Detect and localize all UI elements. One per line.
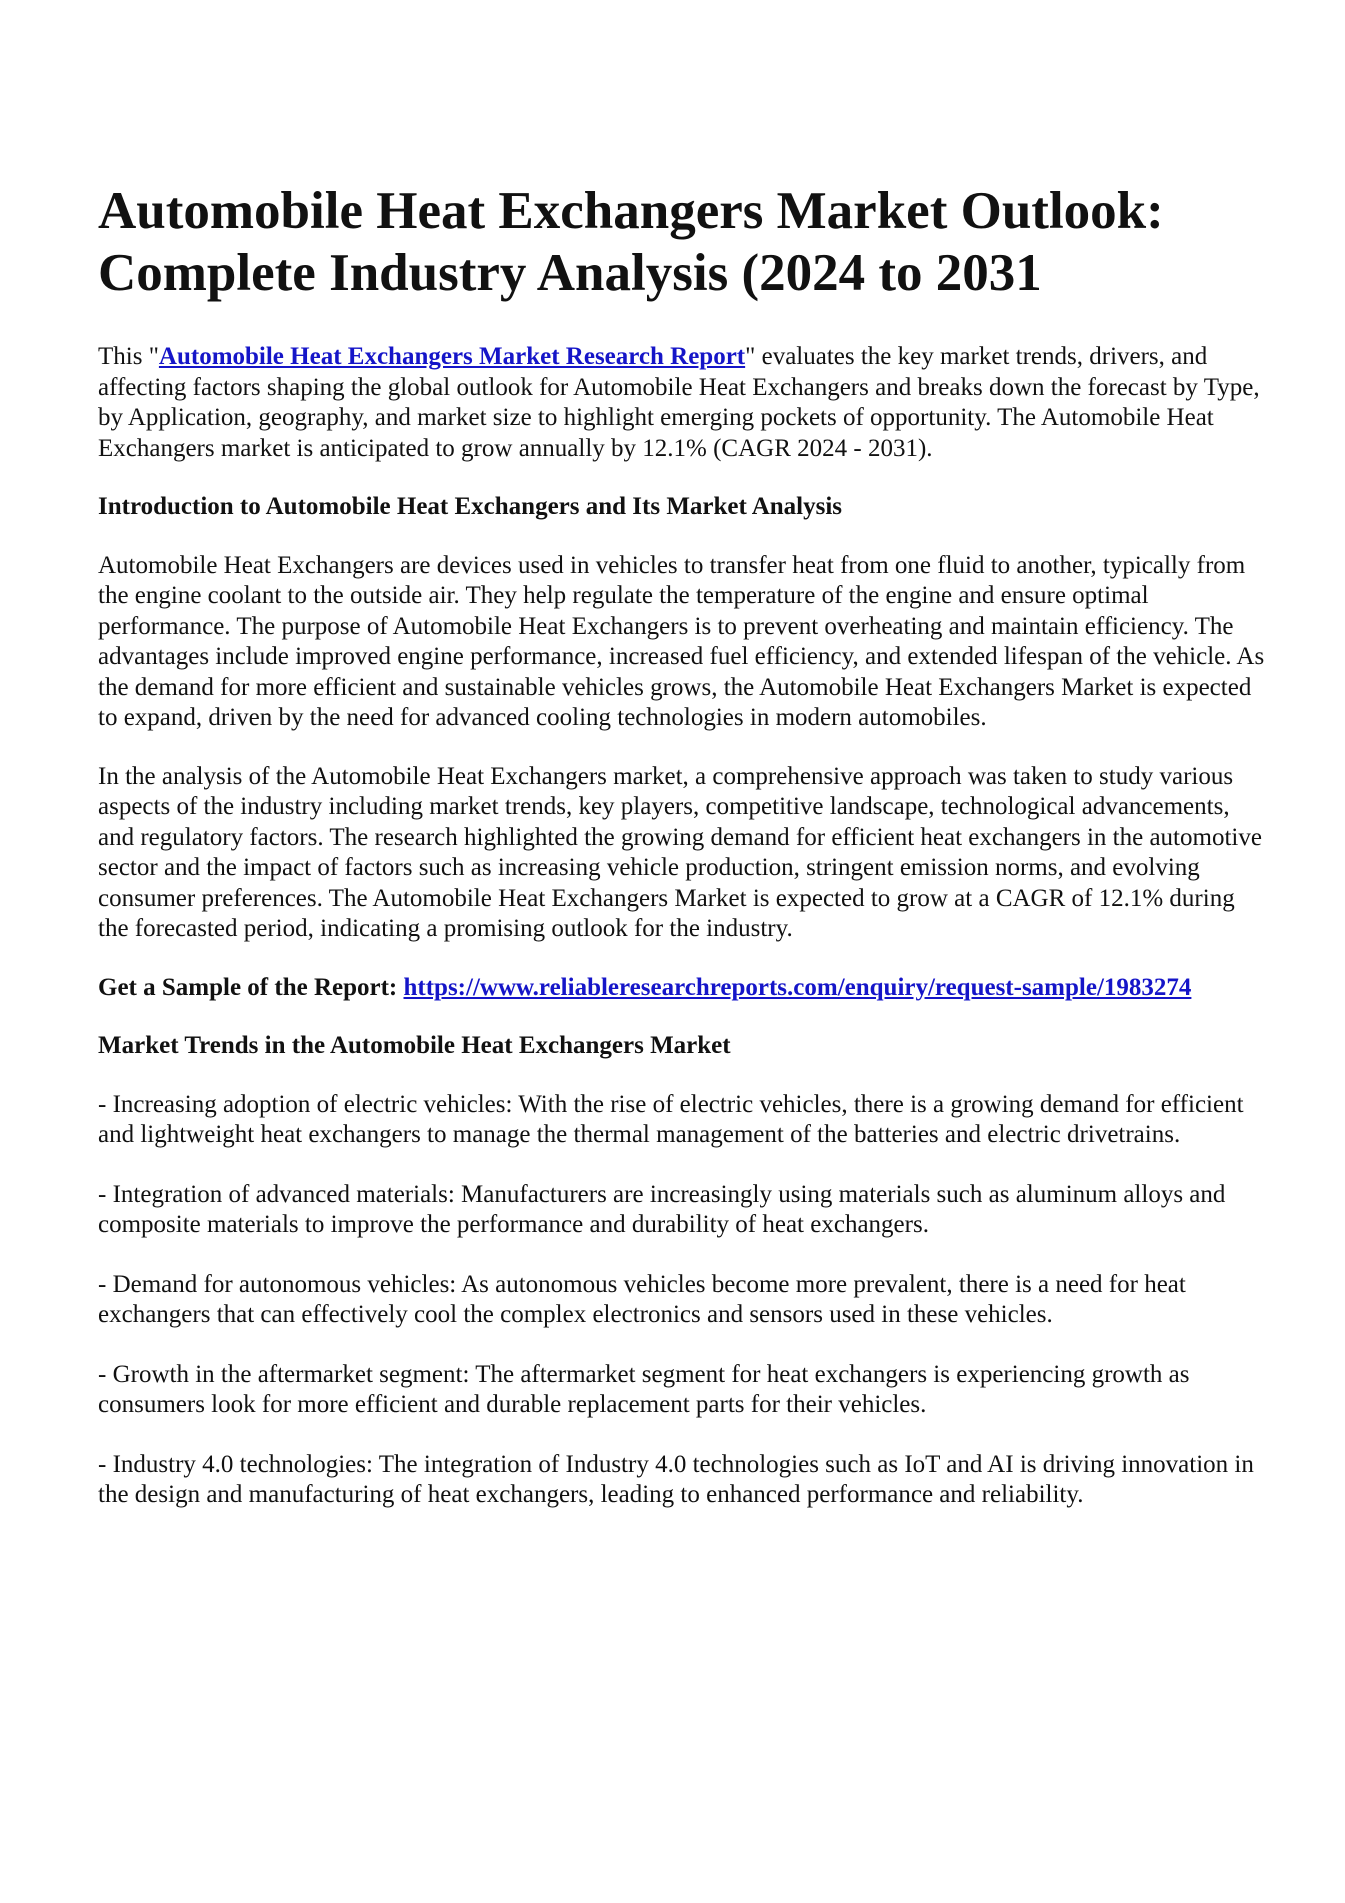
intro-suffix: " evaluates the key market trends, drivers, and affecting factors shaping the global outlook for Automobile Heat Exchangers and breaks down the forecast by Type, by Application, geography, and market size to highlight emerging pockets of opportunity. The Automobile Heat Exchangers market is anticipated to grow annually by 12.1% (CAGR 2024 - 2031). [98, 343, 1260, 462]
list-item: - Integration of advanced materials: Manufacturers are increasingly using materials such as aluminum alloys and composite materials to improve the performance and durability of heat exchangers. [98, 1180, 1226, 1238]
intro-paragraph [98, 342, 1268, 464]
list-item: - Increasing adoption of electric vehicles: With the rise of electric vehicles, there is a growing demand for efficient and lightweight heat exchangers to manage the thermal management of the batteries and electric drivetrains. [98, 1090, 1244, 1148]
analysis-body-paragraph: In the analysis of the Automobile Heat Exchangers market, a comprehensive approach was taken to study various aspects of the industry including market trends, key players, competitive landscape, technological advancements, and regulatory factors. The research highlighted the growing demand for efficient heat exchangers in the automotive sector and the impact of factors such as increasing vehicle production, stringent emission norms, and evolving consumer preferences. The Automobile Heat Exchangers Market is expected to grow at a CAGR of 12.1% during the forecasted period, indicating a promising outlook for the industry. [98, 762, 1262, 942]
sample-request-line [98, 973, 1268, 1004]
section-heading-introduction: Introduction to Automobile Heat Exchangers and Its Market Analysis [98, 493, 843, 520]
intro-prefix: This " [98, 343, 159, 370]
section-heading-market-trends: Market Trends in the Automobile Heat Exchangers Market [98, 1032, 731, 1059]
sample-label: Get a Sample of the Report: [98, 973, 404, 1001]
sample-request-link[interactable]: https://www.reliableresearchreports.com/enquiry/request-sample/1983274 [403, 973, 1192, 1001]
list-item: - Demand for autonomous vehicles: As autonomous vehicles become more prevalent, there is a need for heat exchangers that can effectively cool the complex electronics and sensors used in these vehicles. [98, 1270, 1186, 1328]
list-item: - Industry 4.0 technologies: The integration of Industry 4.0 technologies such as IoT and AI is driving innovation in the design and manufacturing of heat exchangers, leading to enhanced performance and reliability. [98, 1450, 1254, 1508]
document-page [98, 180, 1268, 1540]
intro-body-paragraph: Automobile Heat Exchangers are devices used in vehicles to transfer heat from one fluid to another, typically from the engine coolant to the outside air. They help regulate the temperature of the engine and ensure optimal performance. The purpose of Automobile Heat Exchangers is to prevent overheating and maintain efficiency. The advantages include improved engine performance, increased fuel efficiency, and extended lifespan of the vehicle. As the demand for more efficient and sustainable vehicles grows, the Automobile Heat Exchangers Market is expected to expand, driven by the need for advanced cooling technologies in modern automobiles. [98, 551, 1265, 731]
page-title: Automobile Heat Exchangers Market Outlook: Complete Industry Analysis (2024 to 2031 [98, 182, 1164, 302]
list-item: - Growth in the aftermarket segment: The aftermarket segment for heat exchangers is experiencing growth as consumers look for more efficient and durable replacement parts for their vehicles. [98, 1360, 1190, 1418]
report-link[interactable]: Automobile Heat Exchangers Market Research Report [158, 343, 746, 370]
